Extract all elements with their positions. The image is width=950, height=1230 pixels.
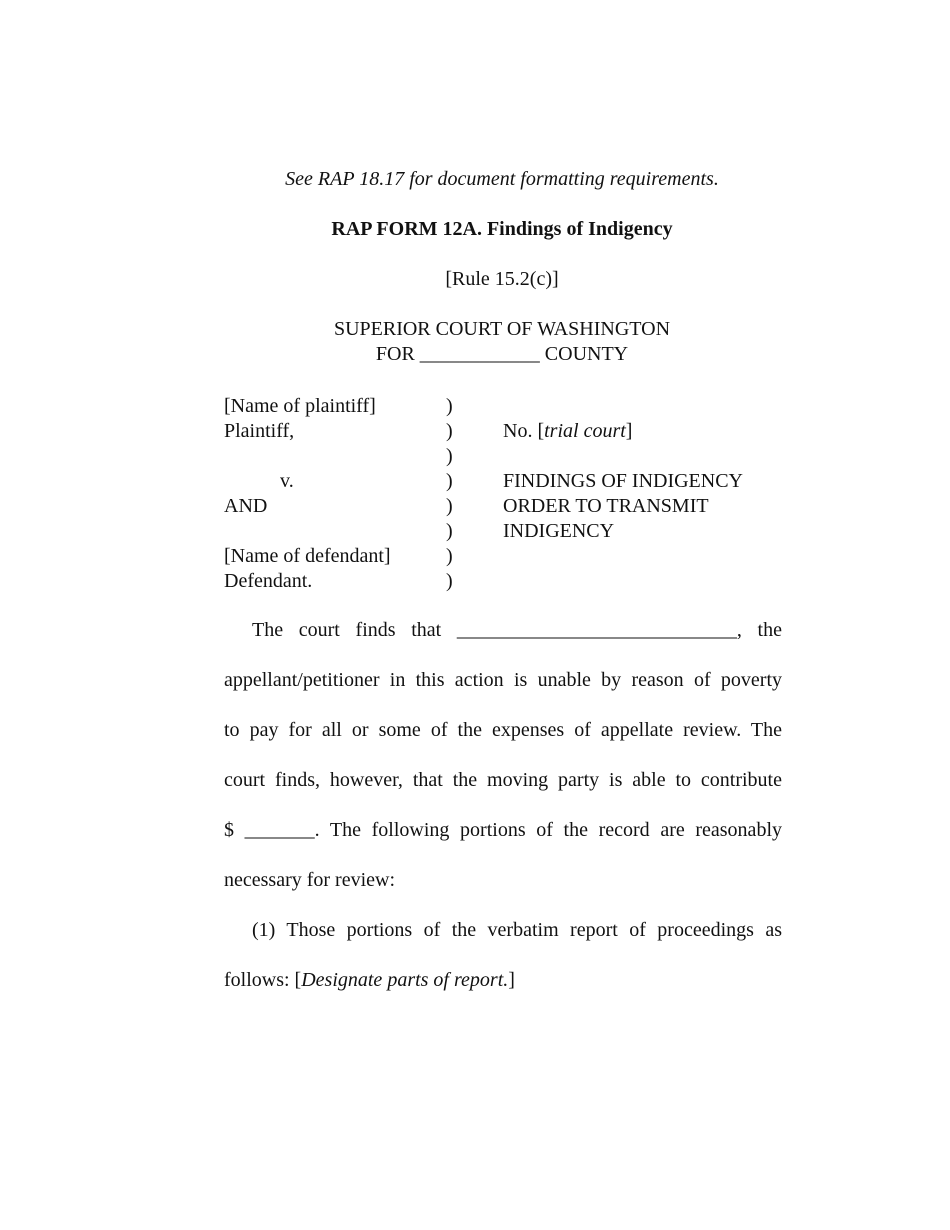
record-line-suffix: ]: [508, 969, 515, 991]
form-title: RAP FORM 12A. Findings of Indigency: [331, 218, 673, 240]
document-title-line1: FINDINGS OF INDIGENCY: [503, 470, 743, 492]
record-line-placeholder: Designate parts of report.: [301, 969, 509, 991]
caption-paren: ): [446, 570, 453, 592]
caption-paren: ): [446, 495, 453, 517]
court-name: SUPERIOR COURT OF WASHINGTON: [333, 318, 671, 340]
plaintiff-name: [Name of plaintiff]: [224, 395, 376, 417]
document-title-line3: INDIGENCY: [503, 520, 615, 542]
case-number-prefix: No. [: [503, 420, 545, 442]
court-county: FOR ____________ COUNTY: [375, 343, 629, 365]
findings-line: necessary for review:: [224, 869, 396, 891]
case-caption: [224, 394, 784, 604]
document-title-line2: ORDER TO TRANSMIT: [503, 495, 709, 517]
record-portions-paragraph: [224, 905, 782, 1005]
case-number-placeholder: trial court: [544, 420, 626, 442]
caption-paren: ): [446, 545, 453, 567]
case-number-suffix: ]: [625, 420, 633, 442]
caption-divider: [446, 394, 453, 594]
record-line-prefix: follows: [: [224, 969, 302, 991]
findings-paragraph: [224, 605, 782, 905]
defendant-label: Defendant.: [224, 570, 313, 592]
formatting-note: See RAP 18.17 for document formatting requirements.: [285, 168, 719, 190]
and-label: AND: [224, 495, 268, 517]
findings-line: court finds, however, that the moving party is able to contribute: [224, 769, 782, 791]
record-line: [224, 955, 782, 1005]
versus-label: v.: [280, 470, 294, 492]
caption-paren: ): [446, 470, 453, 492]
findings-line: The court finds that ____________________________, the: [252, 619, 782, 641]
caption-paren: ): [446, 445, 453, 467]
rule-reference: [Rule 15.2(c)]: [445, 268, 559, 290]
defendant-name: [Name of defendant]: [224, 545, 391, 567]
findings-line: to pay for all or some of the expenses of appellate review. The: [224, 719, 782, 741]
findings-line: appellant/petitioner in this action is unable by reason of poverty: [224, 669, 782, 691]
plaintiff-label: Plaintiff,: [224, 420, 295, 442]
caption-paren: ): [446, 395, 453, 417]
findings-line: $ _______. The following portions of the record are reasonably: [224, 819, 782, 841]
caption-paren: ): [446, 420, 453, 442]
caption-paren: ): [446, 520, 453, 542]
case-number: [503, 419, 632, 444]
record-line: (1) Those portions of the verbatim report of proceedings as: [252, 919, 782, 941]
